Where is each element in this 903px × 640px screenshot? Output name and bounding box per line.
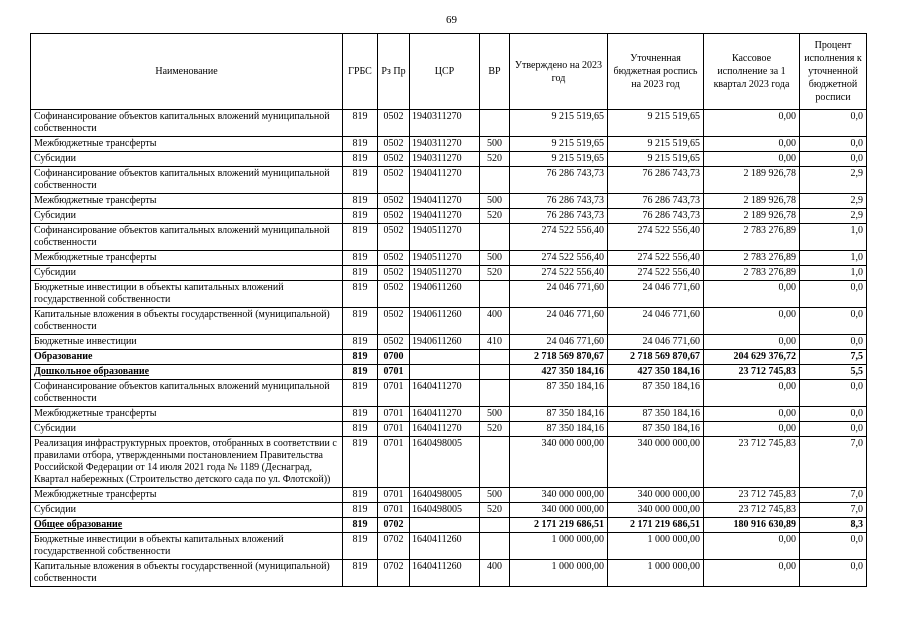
cell-vr [480, 533, 510, 560]
header-csr: ЦСР [410, 34, 480, 110]
cell-vr: 520 [480, 209, 510, 224]
cell-cash: 2 783 276,89 [704, 266, 800, 281]
cell-vr: 500 [480, 194, 510, 209]
cell-vr [480, 110, 510, 137]
cell-percent: 0,0 [800, 380, 867, 407]
cell-percent: 0,0 [800, 533, 867, 560]
cell-percent: 0,0 [800, 110, 867, 137]
cell-csr: 1940611260 [410, 308, 480, 335]
cell-csr: 1940311270 [410, 137, 480, 152]
table-header-row [31, 34, 867, 110]
cell-cash: 2 189 926,78 [704, 194, 800, 209]
cell-rzpr: 0502 [378, 266, 410, 281]
cell-csr: 1940411270 [410, 194, 480, 209]
cell-percent: 2,9 [800, 209, 867, 224]
cell-grbs: 819 [343, 407, 378, 422]
table-row [31, 167, 867, 194]
cell-refined: 274 522 556,40 [608, 266, 704, 281]
cell-refined: 274 522 556,40 [608, 251, 704, 266]
cell-grbs: 819 [343, 308, 378, 335]
header-grbs: ГРБС [343, 34, 378, 110]
cell-refined: 2 171 219 686,51 [608, 518, 704, 533]
cell-vr [480, 281, 510, 308]
cell-csr: 1640498005 [410, 503, 480, 518]
header-refined: Уточненная бюджетная роспись на 2023 год [608, 34, 704, 110]
cell-name: Софинансирование объектов капитальных вложений муниципальной собственности [31, 167, 343, 194]
cell-name: Капитальные вложения в объекты государственной (муниципальной) собственности [31, 308, 343, 335]
header-name: Наименование [31, 34, 343, 110]
cell-name: Межбюджетные трансферты [31, 407, 343, 422]
header-percent: Процент исполнения к уточненной бюджетной росписи [800, 34, 867, 110]
cell-approved: 427 350 184,16 [510, 365, 608, 380]
cell-name: Субсидии [31, 209, 343, 224]
cell-rzpr: 0702 [378, 533, 410, 560]
cell-vr: 500 [480, 137, 510, 152]
cell-refined: 24 046 771,60 [608, 335, 704, 350]
table-row [31, 533, 867, 560]
cell-approved: 340 000 000,00 [510, 488, 608, 503]
table-row [31, 335, 867, 350]
cell-name: Софинансирование объектов капитальных вложений муниципальной собственности [31, 224, 343, 251]
cell-percent: 7,0 [800, 488, 867, 503]
cell-cash: 2 783 276,89 [704, 224, 800, 251]
cell-vr: 410 [480, 335, 510, 350]
cell-csr: 1940311270 [410, 152, 480, 167]
cell-percent: 1,0 [800, 251, 867, 266]
table-row [31, 503, 867, 518]
cell-vr [480, 380, 510, 407]
cell-name: Софинансирование объектов капитальных вложений муниципальной собственности [31, 380, 343, 407]
cell-refined: 9 215 519,65 [608, 152, 704, 167]
cell-name: Дошкольное образование [31, 365, 343, 380]
cell-vr: 520 [480, 266, 510, 281]
table-row [31, 437, 867, 488]
cell-cash: 0,00 [704, 380, 800, 407]
cell-csr: 1640411270 [410, 380, 480, 407]
cell-rzpr: 0701 [378, 407, 410, 422]
cell-refined: 1 000 000,00 [608, 560, 704, 587]
cell-grbs: 819 [343, 194, 378, 209]
table-row [31, 137, 867, 152]
cell-vr [480, 437, 510, 488]
cell-percent: 0,0 [800, 560, 867, 587]
cell-approved: 9 215 519,65 [510, 152, 608, 167]
table-row [31, 266, 867, 281]
cell-cash: 0,00 [704, 560, 800, 587]
cell-percent: 8,3 [800, 518, 867, 533]
cell-rzpr: 0502 [378, 281, 410, 308]
table-body [31, 110, 867, 587]
header-cash: Кассовое исполнение за 1 квартал 2023 года [704, 34, 800, 110]
cell-csr [410, 350, 480, 365]
cell-rzpr: 0502 [378, 137, 410, 152]
cell-approved: 2 171 219 686,51 [510, 518, 608, 533]
cell-rzpr: 0502 [378, 194, 410, 209]
cell-cash: 0,00 [704, 110, 800, 137]
cell-grbs: 819 [343, 266, 378, 281]
cell-cash: 2 189 926,78 [704, 209, 800, 224]
header-approved: Утверждено на 2023 год [510, 34, 608, 110]
cell-rzpr: 0502 [378, 152, 410, 167]
cell-csr: 1940411270 [410, 167, 480, 194]
cell-vr: 400 [480, 308, 510, 335]
cell-refined: 340 000 000,00 [608, 503, 704, 518]
cell-refined: 87 350 184,16 [608, 422, 704, 437]
cell-cash: 180 916 630,89 [704, 518, 800, 533]
cell-refined: 2 718 569 870,67 [608, 350, 704, 365]
cell-vr: 520 [480, 152, 510, 167]
cell-vr: 520 [480, 422, 510, 437]
cell-rzpr: 0502 [378, 110, 410, 137]
cell-name: Реализация инфраструктурных проектов, отобранных в соответствии с правилами отбора, утвержденными постановлением Правительства Российской Федерации от 14 июля 2021 года № 1189 (Деснаград, Квартал набережных (Строительство детского сада по ул. Флотской)) [31, 437, 343, 488]
cell-vr [480, 365, 510, 380]
cell-csr: 1640498005 [410, 437, 480, 488]
cell-approved: 274 522 556,40 [510, 251, 608, 266]
cell-percent: 1,0 [800, 266, 867, 281]
cell-approved: 24 046 771,60 [510, 335, 608, 350]
page-number: 69 [446, 14, 457, 26]
cell-percent: 2,9 [800, 167, 867, 194]
cell-grbs: 819 [343, 503, 378, 518]
cell-approved: 24 046 771,60 [510, 308, 608, 335]
cell-cash: 23 712 745,83 [704, 503, 800, 518]
table-row [31, 281, 867, 308]
cell-rzpr: 0502 [378, 308, 410, 335]
cell-approved: 76 286 743,73 [510, 209, 608, 224]
cell-rzpr: 0502 [378, 251, 410, 266]
cell-grbs: 819 [343, 224, 378, 251]
cell-name: Бюджетные инвестиции [31, 335, 343, 350]
cell-grbs: 819 [343, 533, 378, 560]
cell-refined: 9 215 519,65 [608, 110, 704, 137]
cell-rzpr: 0502 [378, 167, 410, 194]
cell-refined: 274 522 556,40 [608, 224, 704, 251]
cell-grbs: 819 [343, 110, 378, 137]
cell-csr: 1940411270 [410, 209, 480, 224]
cell-csr: 1940511270 [410, 224, 480, 251]
cell-percent: 0,0 [800, 308, 867, 335]
cell-name: Межбюджетные трансферты [31, 194, 343, 209]
cell-cash: 23 712 745,83 [704, 488, 800, 503]
cell-cash: 23 712 745,83 [704, 437, 800, 488]
cell-grbs: 819 [343, 152, 378, 167]
cell-grbs: 819 [343, 251, 378, 266]
cell-rzpr: 0502 [378, 335, 410, 350]
cell-grbs: 819 [343, 365, 378, 380]
cell-csr: 1640411260 [410, 560, 480, 587]
cell-approved: 87 350 184,16 [510, 422, 608, 437]
cell-grbs: 819 [343, 422, 378, 437]
cell-name: Межбюджетные трансферты [31, 251, 343, 266]
cell-refined: 427 350 184,16 [608, 365, 704, 380]
cell-refined: 1 000 000,00 [608, 533, 704, 560]
table-row [31, 518, 867, 533]
table-row [31, 365, 867, 380]
cell-approved: 1 000 000,00 [510, 560, 608, 587]
cell-csr: 1940511270 [410, 251, 480, 266]
table-row [31, 488, 867, 503]
cell-percent: 7,0 [800, 503, 867, 518]
cell-vr: 500 [480, 407, 510, 422]
table-row [31, 152, 867, 167]
table-row [31, 380, 867, 407]
cell-approved: 87 350 184,16 [510, 380, 608, 407]
cell-approved: 274 522 556,40 [510, 224, 608, 251]
cell-csr [410, 365, 480, 380]
cell-rzpr: 0502 [378, 209, 410, 224]
cell-refined: 24 046 771,60 [608, 308, 704, 335]
cell-rzpr: 0701 [378, 488, 410, 503]
cell-approved: 274 522 556,40 [510, 266, 608, 281]
header-rzpr: Рз Пр [378, 34, 410, 110]
cell-grbs: 819 [343, 281, 378, 308]
cell-rzpr: 0701 [378, 422, 410, 437]
cell-approved: 340 000 000,00 [510, 503, 608, 518]
cell-refined: 76 286 743,73 [608, 209, 704, 224]
cell-vr [480, 167, 510, 194]
cell-name: Образование [31, 350, 343, 365]
cell-cash: 0,00 [704, 422, 800, 437]
cell-grbs: 819 [343, 560, 378, 587]
cell-cash: 0,00 [704, 407, 800, 422]
cell-name: Субсидии [31, 266, 343, 281]
cell-rzpr: 0700 [378, 350, 410, 365]
cell-csr: 1640411260 [410, 533, 480, 560]
table-row [31, 224, 867, 251]
cell-name: Общее образование [31, 518, 343, 533]
cell-percent: 0,0 [800, 281, 867, 308]
cell-cash: 0,00 [704, 152, 800, 167]
cell-grbs: 819 [343, 209, 378, 224]
cell-csr: 1940611260 [410, 281, 480, 308]
cell-refined: 87 350 184,16 [608, 380, 704, 407]
cell-percent: 2,9 [800, 194, 867, 209]
cell-csr: 1940511270 [410, 266, 480, 281]
table-row [31, 422, 867, 437]
cell-csr: 1640498005 [410, 488, 480, 503]
cell-cash: 23 712 745,83 [704, 365, 800, 380]
cell-cash: 0,00 [704, 308, 800, 335]
cell-percent: 0,0 [800, 137, 867, 152]
cell-rzpr: 0502 [378, 224, 410, 251]
cell-grbs: 819 [343, 350, 378, 365]
cell-percent: 0,0 [800, 422, 867, 437]
cell-approved: 24 046 771,60 [510, 281, 608, 308]
cell-approved: 9 215 519,65 [510, 137, 608, 152]
cell-grbs: 819 [343, 167, 378, 194]
cell-csr [410, 518, 480, 533]
cell-csr: 1640411270 [410, 422, 480, 437]
table-row [31, 308, 867, 335]
cell-cash: 204 629 376,72 [704, 350, 800, 365]
cell-grbs: 819 [343, 137, 378, 152]
cell-name: Бюджетные инвестиции в объекты капитальных вложений государственной собственности [31, 533, 343, 560]
cell-grbs: 819 [343, 518, 378, 533]
table-row [31, 110, 867, 137]
cell-refined: 340 000 000,00 [608, 488, 704, 503]
cell-vr: 500 [480, 251, 510, 266]
cell-refined: 24 046 771,60 [608, 281, 704, 308]
cell-name: Субсидии [31, 152, 343, 167]
cell-approved: 87 350 184,16 [510, 407, 608, 422]
cell-approved: 1 000 000,00 [510, 533, 608, 560]
cell-percent: 7,0 [800, 437, 867, 488]
cell-cash: 0,00 [704, 335, 800, 350]
cell-grbs: 819 [343, 437, 378, 488]
table-row [31, 209, 867, 224]
cell-approved: 2 718 569 870,67 [510, 350, 608, 365]
cell-rzpr: 0702 [378, 560, 410, 587]
cell-grbs: 819 [343, 335, 378, 350]
table-row [31, 350, 867, 365]
cell-percent: 7,5 [800, 350, 867, 365]
cell-approved: 76 286 743,73 [510, 167, 608, 194]
cell-name: Бюджетные инвестиции в объекты капитальных вложений государственной собственности [31, 281, 343, 308]
cell-cash: 2 783 276,89 [704, 251, 800, 266]
cell-csr: 1940311270 [410, 110, 480, 137]
cell-rzpr: 0701 [378, 503, 410, 518]
cell-percent: 0,0 [800, 407, 867, 422]
table-row [31, 560, 867, 587]
cell-percent: 1,0 [800, 224, 867, 251]
cell-vr [480, 350, 510, 365]
cell-rzpr: 0701 [378, 380, 410, 407]
cell-vr [480, 518, 510, 533]
cell-name: Капитальные вложения в объекты государственной (муниципальной) собственности [31, 560, 343, 587]
cell-name: Софинансирование объектов капитальных вложений муниципальной собственности [31, 110, 343, 137]
cell-refined: 76 286 743,73 [608, 167, 704, 194]
cell-csr: 1640411270 [410, 407, 480, 422]
cell-approved: 76 286 743,73 [510, 194, 608, 209]
budget-table [30, 33, 867, 587]
cell-refined: 87 350 184,16 [608, 407, 704, 422]
cell-name: Субсидии [31, 503, 343, 518]
cell-name: Межбюджетные трансферты [31, 488, 343, 503]
cell-cash: 0,00 [704, 281, 800, 308]
cell-grbs: 819 [343, 488, 378, 503]
cell-rzpr: 0701 [378, 437, 410, 488]
cell-rzpr: 0702 [378, 518, 410, 533]
cell-cash: 0,00 [704, 137, 800, 152]
table-row [31, 194, 867, 209]
cell-approved: 340 000 000,00 [510, 437, 608, 488]
cell-refined: 76 286 743,73 [608, 194, 704, 209]
cell-name: Межбюджетные трансферты [31, 137, 343, 152]
cell-refined: 340 000 000,00 [608, 437, 704, 488]
cell-vr: 520 [480, 503, 510, 518]
cell-csr: 1940611260 [410, 335, 480, 350]
cell-name: Субсидии [31, 422, 343, 437]
cell-vr [480, 224, 510, 251]
cell-rzpr: 0701 [378, 365, 410, 380]
cell-cash: 2 189 926,78 [704, 167, 800, 194]
cell-approved: 9 215 519,65 [510, 110, 608, 137]
cell-percent: 0,0 [800, 335, 867, 350]
cell-grbs: 819 [343, 380, 378, 407]
header-vr: ВР [480, 34, 510, 110]
cell-percent: 5,5 [800, 365, 867, 380]
cell-percent: 0,0 [800, 152, 867, 167]
table-row [31, 407, 867, 422]
table-row [31, 251, 867, 266]
cell-vr: 400 [480, 560, 510, 587]
cell-cash: 0,00 [704, 533, 800, 560]
cell-vr: 500 [480, 488, 510, 503]
cell-refined: 9 215 519,65 [608, 137, 704, 152]
